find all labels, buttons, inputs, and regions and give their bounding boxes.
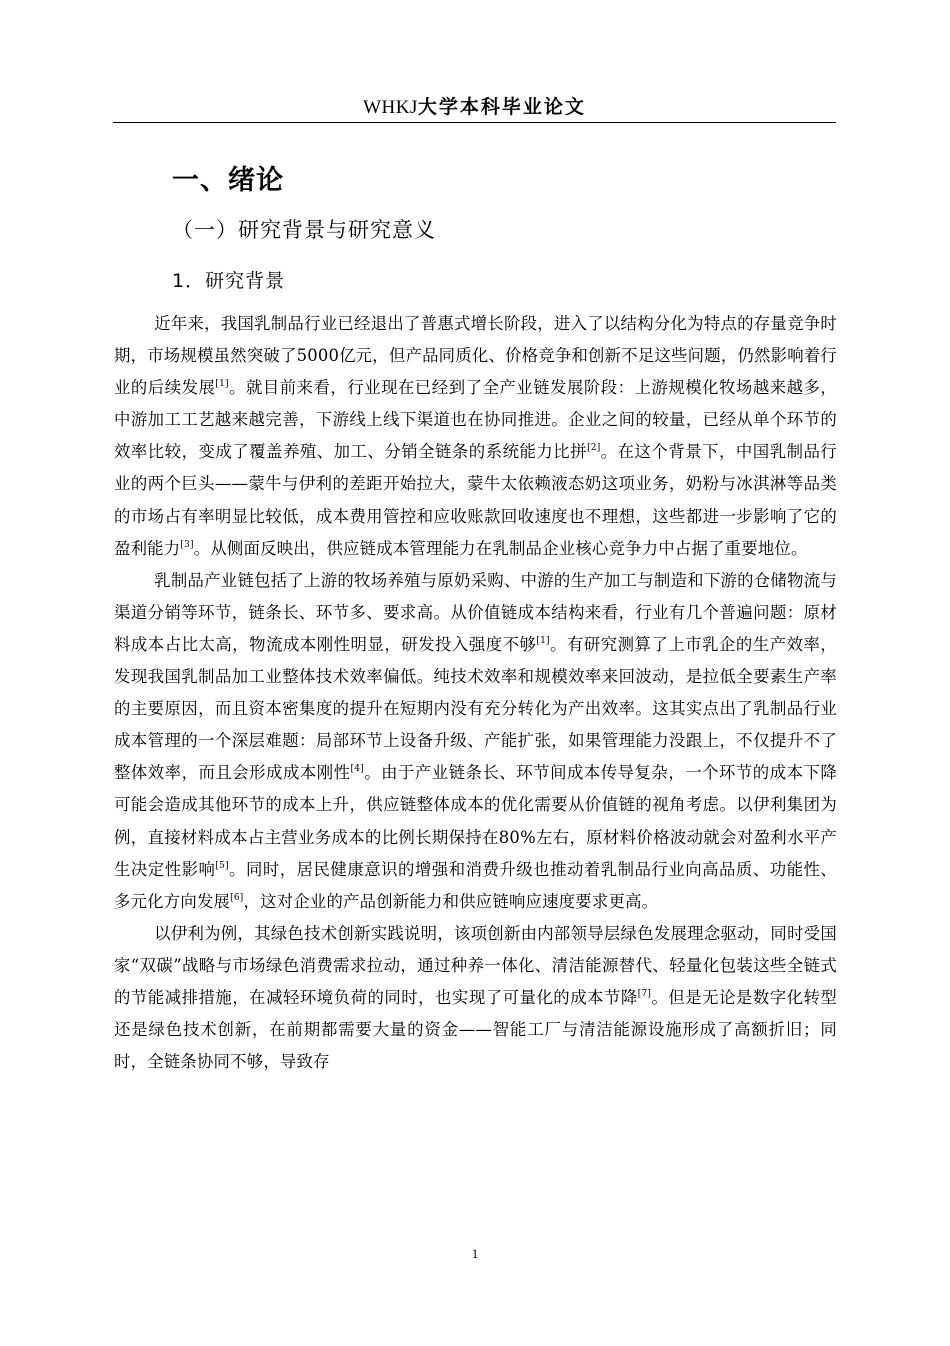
chapter-title: 一、绪论 bbox=[172, 165, 284, 196]
citation-ref: [5] bbox=[215, 860, 229, 871]
citation-ref: [1] bbox=[536, 635, 550, 646]
section-title: （一）研究背景与研究意义 bbox=[172, 218, 436, 242]
citation-ref: [6] bbox=[230, 892, 244, 903]
subsection-title: 1．研究背景 bbox=[172, 270, 286, 292]
citation-ref: [1] bbox=[215, 379, 229, 390]
body-text bbox=[114, 308, 837, 1078]
header-school-code: WHKJ bbox=[363, 97, 418, 118]
header-title: 大学本科毕业论文 bbox=[417, 96, 586, 118]
citation-ref: [2] bbox=[587, 443, 601, 454]
text-run: 。由于产业链条长、环节间成本传导复杂，一个环节的成本下降可能会造成其他环节的成本上升，供应链整体成本的优化需要从价值链的视角考虑。以伊利集团为例，直接材料成本占主营业务成本的比例长期保持在80%左右，原材料价格波动就会对盈利水平产生决定性影响 bbox=[114, 763, 837, 879]
paragraph bbox=[114, 565, 837, 918]
text-run: ，这对企业的产品创新能力和供应链响应速度要求更高。 bbox=[243, 891, 659, 911]
running-header bbox=[113, 92, 836, 123]
text-run: 。在这个背景下，中国乳制品行业的两个巨头——蒙牛与伊利的差距开始拉大，蒙牛太依赖液态奶这项业务，奶粉与冰淇淋等品类的市场占有率明显比较低，成本费用管控和应收账款回收速度也不理想，这些都进一步影响了它的盈利能力 bbox=[114, 442, 837, 558]
text-run: 以伊利为例，其绿色技术创新实践说明，该项创新由内部领导层绿色发展理念驱动，同时受国家“双碳”战略与市场绿色消费需求拉动，通过种养一体化、清洁能源替代、轻量化包装这些全链式的节能减排措施，在减轻环境负荷的同时，也实现了可量化的成本节降 bbox=[114, 923, 837, 1007]
text-run: 。从侧面反映出，供应链成本管理能力在乳制品企业核心竞争力中占据了重要地位。 bbox=[193, 538, 808, 558]
text-run: 。但是无论是数字化转型还是绿色技术创新，在前期都需要大量的资金——智能工厂与清洁能源设施形成了高额折旧；同时，全链条协同不够，导致存 bbox=[114, 987, 837, 1072]
paragraph bbox=[114, 308, 837, 565]
citation-ref: [4] bbox=[350, 764, 364, 775]
text-run: 乳制品产业链包括了上游的牧场养殖与原奶采购、中游的生产加工与制造和下游的仓储物流与渠道分销等环节，链条长、环节多、要求高。从价值链成本结构来看，行业有几个普遍问题：原材料成本占比太高，物流成本刚性明显，研发投入强度不够 bbox=[114, 570, 837, 654]
text-run: 。就目前来看，行业现在已经到了全产业链发展阶段：上游规模化牧场越来越多，中游加工工艺越来越完善，下游线上线下渠道也在协同推进。企业之间的较量，已经从单个环节的效率比较，变成了覆盖养殖、加工、分销全链条的系统能力比拼 bbox=[114, 378, 838, 462]
page-number: 1 bbox=[471, 1246, 479, 1261]
text-run: 近年来，我国乳制品行业已经退出了普惠式增长阶段，进入了以结构分化为特点的存量竞争时期，市场规模虽然突破了5000亿元，但产品同质化、价格竞争和创新不足这些问题，仍然影响着行业的后续发展 bbox=[114, 314, 837, 398]
paragraph bbox=[114, 918, 837, 1078]
citation-ref: [3] bbox=[180, 539, 194, 550]
citation-ref: [7] bbox=[637, 988, 652, 999]
text-run: 。有研究测算了上市乳企的生产效率，发现我国乳制品加工业整体技术效率偏低。纯技术效率和规模效率来回波动，是拉低全要素生产率的主要原因，而且资本密集度的提升在短期内没有充分转化为产出效率。这其实点出了乳制品行业成本管理的一个深层难题：局部环节上设备升级、产能扩张，如果管理能力没跟上，不仅提升不了整体效率，而且会形成成本刚性 bbox=[114, 634, 837, 783]
text-run: 。同时，居民健康意识的增强和消费升级也推动着乳制品行业向高品质、功能性、多元化方向发展 bbox=[114, 859, 838, 911]
